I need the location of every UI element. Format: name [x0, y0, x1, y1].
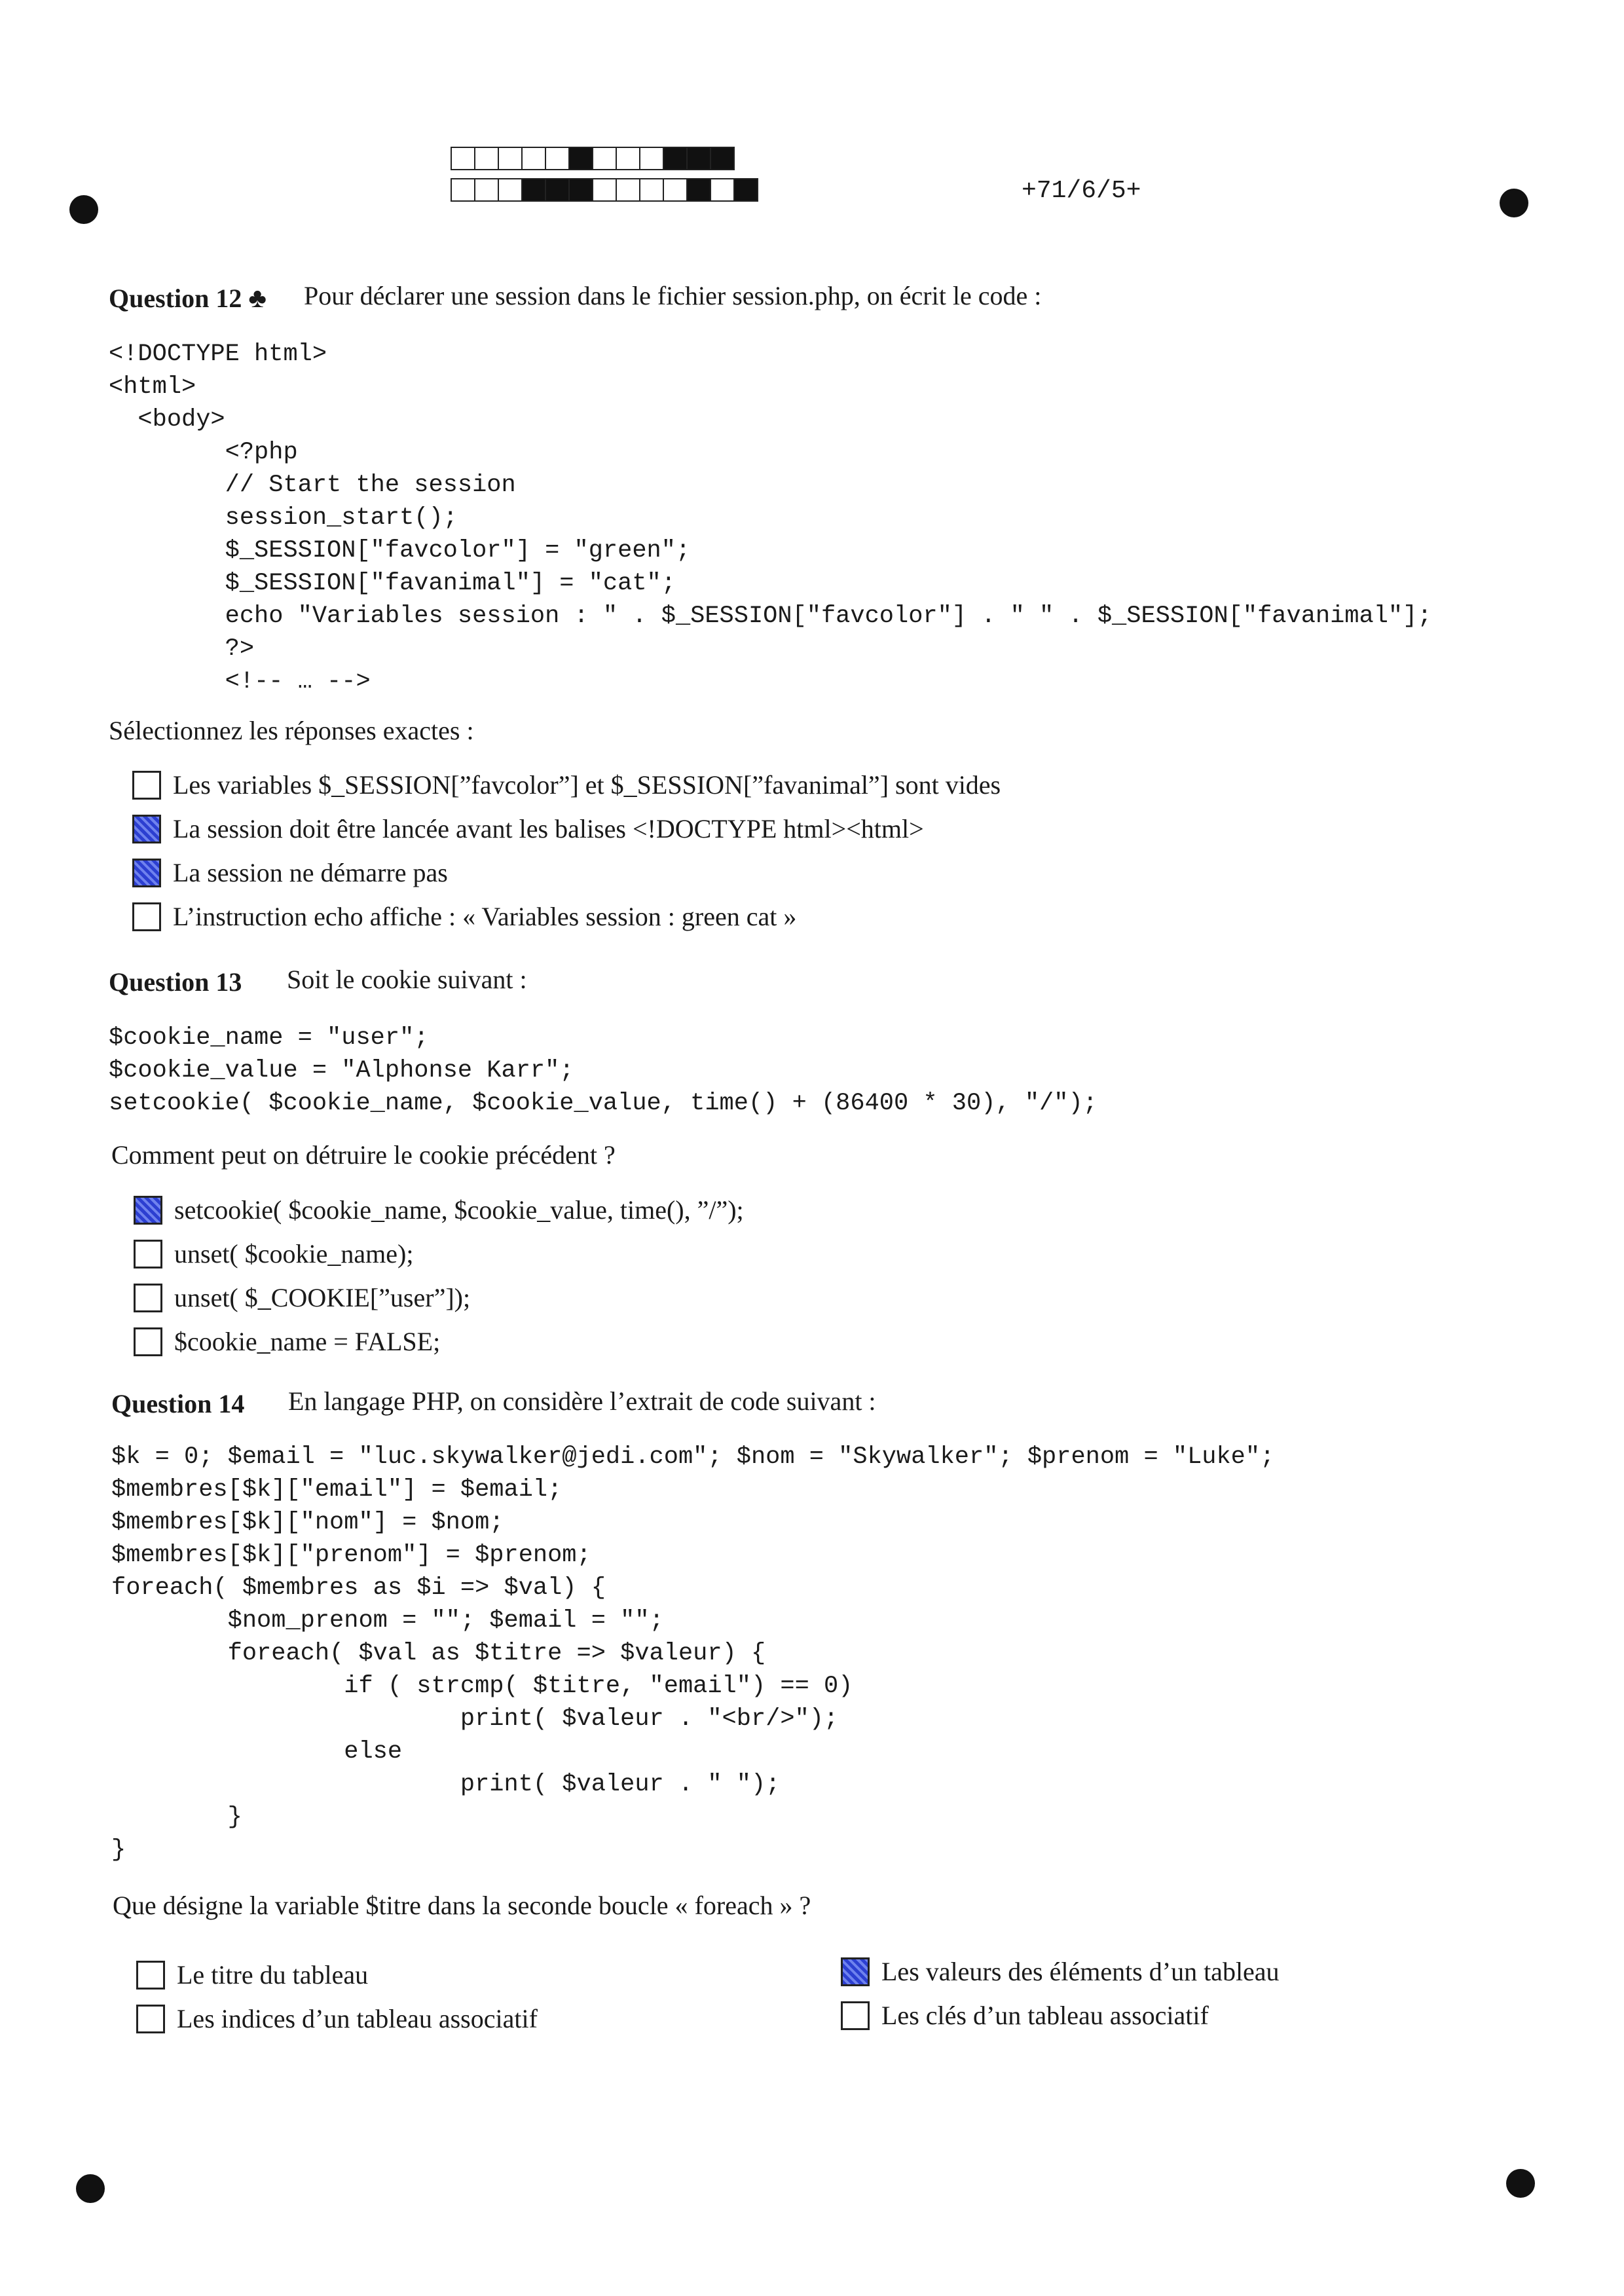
- sheet-id: +71/6/5+: [1022, 177, 1141, 205]
- barcode-row-2: [451, 178, 757, 202]
- question-number: Question 12: [109, 284, 242, 313]
- answer-label: setcookie( $cookie_name, $cookie_value, time(), ”/”);: [174, 1195, 744, 1225]
- answer-option[interactable]: [841, 1956, 1280, 1987]
- question-prompt: Comment peut on détruire le cookie précédent ?: [111, 1140, 616, 1170]
- checkbox[interactable]: [841, 2001, 870, 2030]
- checkbox[interactable]: [134, 1240, 162, 1268]
- answer-option[interactable]: [132, 901, 796, 932]
- barcode-row-1: [451, 147, 733, 170]
- registration-mark-top-left: [69, 195, 98, 224]
- question-12-header: [109, 281, 1042, 314]
- checkbox[interactable]: [132, 771, 161, 800]
- checkbox-checked[interactable]: [841, 1957, 870, 1986]
- answer-option[interactable]: [134, 1282, 470, 1313]
- checkbox[interactable]: [136, 1961, 165, 1990]
- question-text: En langage PHP, on considère l’extrait de code suivant :: [288, 1386, 876, 1416]
- checkbox-checked[interactable]: [134, 1196, 162, 1225]
- answer-label: La session doit être lancée avant les balises <!DOCTYPE html><html>: [173, 814, 924, 843]
- answer-label: unset( $_COOKIE[”user”]);: [174, 1283, 471, 1312]
- answer-option[interactable]: [136, 2003, 538, 2034]
- answer-label: Les indices d’un tableau associatif: [177, 2004, 538, 2033]
- checkbox[interactable]: [134, 1327, 162, 1356]
- question-prompt: Sélectionnez les réponses exactes :: [109, 716, 474, 745]
- registration-mark-bottom-right: [1506, 2169, 1535, 2198]
- question-prompt: Que désigne la variable $titre dans la seconde boucle « foreach » ?: [113, 1891, 811, 1920]
- answer-label: unset( $cookie_name);: [174, 1239, 414, 1268]
- answer-option[interactable]: [134, 1238, 413, 1269]
- code-block-q13: $cookie_name = "user"; $cookie_value = "Alphonse Karr"; setcookie( $cookie_name, $cookie_value, time() + (86400 * 30), "/");: [109, 1024, 1098, 1117]
- question-text: Soit le cookie suivant :: [287, 965, 527, 994]
- answer-label: Les clés d’un tableau associatif: [881, 2001, 1209, 2030]
- answer-option[interactable]: [132, 813, 924, 844]
- registration-mark-bottom-left: [76, 2174, 105, 2203]
- answer-label: Les valeurs des éléments d’un tableau: [881, 1957, 1280, 1986]
- checkbox-checked[interactable]: [132, 859, 161, 887]
- registration-mark-top-right: [1500, 189, 1528, 217]
- question-14-header: [111, 1386, 876, 1419]
- answer-label: Le titre du tableau: [177, 1960, 369, 1990]
- checkbox-checked[interactable]: [132, 815, 161, 843]
- question-text: Pour déclarer une session dans le fichier session.php, on écrit le code :: [304, 281, 1042, 310]
- answer-label: Les variables $_SESSION[”favcolor”] et $_SESSION[”favanimal”] sont vides: [173, 770, 1001, 800]
- answer-option[interactable]: [132, 769, 1001, 800]
- answer-option[interactable]: [134, 1194, 744, 1225]
- answer-label: $cookie_name = FALSE;: [174, 1327, 441, 1356]
- answer-option[interactable]: [841, 2000, 1209, 2031]
- checkbox[interactable]: [132, 902, 161, 931]
- code-block-q12: <!DOCTYPE html> <html> <body> <?php // Start the session session_start(); $_SESSION["favcolor"] = "green"; $_SESSION["favanimal"] = "cat"; echo "Variables session : " . $_SESSION["favcolor"] . " " . $_SESSION["favanimal"]; ?> <!-- … -->: [109, 341, 1432, 695]
- club-icon: ♣: [248, 284, 267, 314]
- answer-option[interactable]: [132, 857, 448, 888]
- code-block-q14: $k = 0; $email = "luc.skywalker@jedi.com"; $nom = "Skywalker"; $prenom = "Luke"; $membres[$k]["email"] = $email; $membres[$k]["nom"] = $nom; $membres[$k]["prenom"] = $prenom; foreach( $membres as $i => $val) { $nom_prenom = ""; $email = ""; foreach( $val as $titre => $valeur) { if ( strcmp( $titre, "email") == 0) print( $valeur . "<br/>"); else print( $valeur . " "); } }: [111, 1443, 1275, 1864]
- answer-option[interactable]: [134, 1326, 440, 1357]
- question-number: Question 14: [111, 1389, 245, 1418]
- question-13-header: [109, 965, 527, 997]
- answer-option[interactable]: [136, 1959, 368, 1990]
- checkbox[interactable]: [136, 2005, 165, 2033]
- answer-label: L’instruction echo affiche : « Variables session : green cat »: [173, 902, 797, 931]
- answer-label: La session ne démarre pas: [173, 858, 448, 887]
- question-number: Question 13: [109, 967, 242, 997]
- checkbox[interactable]: [134, 1284, 162, 1312]
